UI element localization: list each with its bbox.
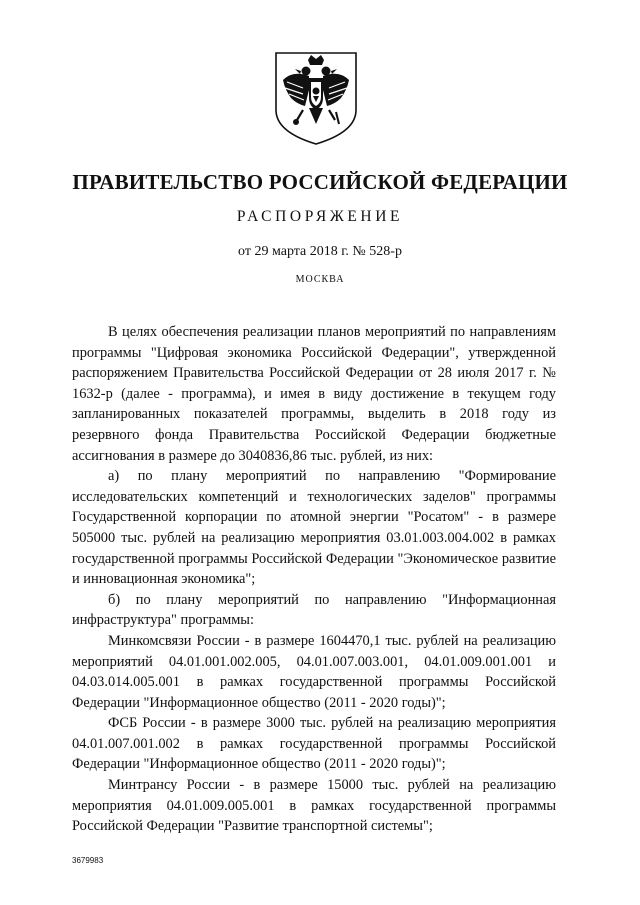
paragraph-mintrans: Минтрансу России - в размере 15000 тыс. рублей на реализацию мероприятия 04.01.009.005.001 в рамках государственной программы Российской Федерации "Развитие транспортной системы"; bbox=[72, 777, 556, 835]
document-body bbox=[72, 322, 556, 837]
paragraph-item-a: а) по плану мероприятий по направлению "Формирование исследовательских компетенций и технологических заделов" программы Государственной корпорации по атомной энергии "Росатом" - в размере 505000 тыс. рублей на реализацию мероприятия 03.01.003.004.002 в рамках государственной программы Российской Федерации "Экономическое развитие и инновационная экономика"; bbox=[72, 468, 556, 588]
document-date-number: от 29 марта 2018 г. № 528-р bbox=[238, 244, 402, 259]
document-type: РАСПОРЯЖЕНИЕ bbox=[236, 208, 404, 225]
paragraph-preamble: В целях обеспечения реализации планов мероприятий по направлениям программы "Цифровая экономика Российской Федерации", утвержденной распоряжением Правительства Российской Федерации от 28 июля 2017 г. № 1632-р (далее - программа), и имея в виду достижение в текущем году запланированных показателей программы, выделить в 2018 году из резервного фонда Правительства Российской Федерации бюджетные ассигнования в размере до 3040836,86 тыс. рублей, из них: bbox=[72, 324, 556, 464]
paragraph-item-b: б) по плану мероприятий по направлению "Информационная инфраструктура" программы: bbox=[72, 591, 556, 629]
document-city: МОСКВА bbox=[295, 274, 345, 285]
paragraph-minkomsvyaz: Минкомсвязи России - в размере 1604470,1 тыс. рублей на реализацию мероприятий 04.01.001.002.005, 04.01.007.003.001, 04.01.009.001.001 и 04.03.014.005.001 в рамках государственной программы Российской Федерации "Информационное общество (2011 - 2020 годы)"; bbox=[72, 632, 556, 711]
paragraph-fsb: ФСБ России - в размере 3000 тыс. рублей на реализацию мероприятия 04.01.007.001.002 в рамках государственной программы Российской Федерации "Информационное общество (2011 - 2020 годы)"; bbox=[72, 715, 556, 773]
coat-of-arms-icon bbox=[273, 50, 359, 146]
government-title: ПРАВИТЕЛЬСТВО РОССИЙСКОЙ ФЕДЕРАЦИИ bbox=[72, 170, 568, 194]
document-code: 3679983 bbox=[72, 856, 104, 865]
